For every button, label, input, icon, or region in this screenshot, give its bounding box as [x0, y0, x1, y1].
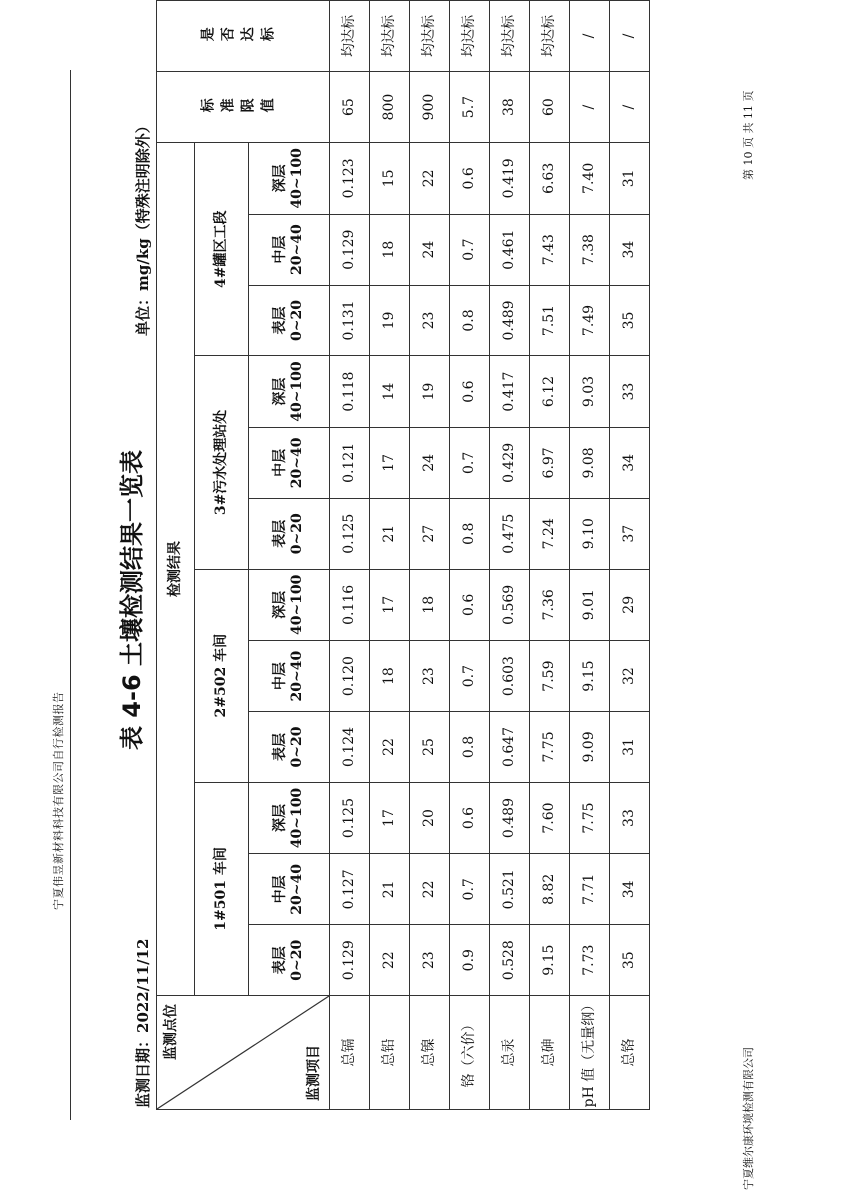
value-cell: 31 [610, 143, 650, 215]
layer-header [249, 854, 330, 925]
layer-name: 表层 [271, 519, 288, 548]
layer-header [249, 214, 330, 285]
item-name: 总镍 [410, 996, 450, 1110]
table-row [570, 1, 610, 1110]
results-header: 检测结果 [157, 143, 195, 996]
value-cell: 17 [370, 427, 410, 498]
standard-limit: 60 [530, 72, 570, 143]
value-cell: 0.8 [450, 285, 490, 356]
item-name: 总汞 [490, 996, 530, 1110]
value-cell: 0.129 [330, 925, 370, 996]
value-cell: 0.7 [450, 214, 490, 285]
layer-depth: 40~100 [289, 574, 305, 636]
layer-header [249, 641, 330, 712]
value-cell: 0.124 [330, 712, 370, 783]
table-row [450, 1, 490, 1110]
value-cell: 22 [410, 143, 450, 215]
layer-depth: 0~20 [289, 726, 305, 768]
layer-name: 深层 [271, 804, 288, 833]
value-cell: 9.01 [570, 569, 610, 641]
value-cell: 0.8 [450, 498, 490, 569]
layer-depth: 40~100 [289, 148, 305, 209]
layer-header [249, 285, 330, 356]
value-cell: 21 [370, 498, 410, 569]
value-cell: 7.40 [570, 143, 610, 215]
value-cell: 9.15 [570, 641, 610, 712]
value-cell: 0.417 [490, 356, 530, 428]
value-cell: 7.75 [570, 782, 610, 854]
value-cell: 7.71 [570, 854, 610, 925]
value-cell: 7.38 [570, 214, 610, 285]
layer-name: 深层 [271, 590, 288, 619]
value-cell: 0.118 [330, 356, 370, 428]
standard-limit: 65 [330, 72, 370, 143]
value-cell: 15 [370, 143, 410, 215]
value-cell: 0.569 [490, 569, 530, 641]
layer-depth: 20~40 [289, 863, 305, 915]
value-cell: 7.60 [530, 782, 570, 854]
value-cell: 34 [610, 214, 650, 285]
value-cell: 0.129 [330, 214, 370, 285]
value-cell: 0.9 [450, 925, 490, 996]
value-cell: 22 [410, 854, 450, 925]
layer-header [249, 427, 330, 498]
layer-name: 中层 [271, 235, 288, 264]
value-cell: 0.131 [330, 285, 370, 356]
compliance-status: 均达标 [330, 1, 370, 72]
value-cell: 0.419 [490, 143, 530, 215]
item-name: 总铅 [370, 996, 410, 1110]
layer-depth: 20~40 [289, 650, 305, 702]
layer-name: 表层 [271, 946, 288, 975]
value-cell: 31 [610, 712, 650, 783]
layer-header [249, 498, 330, 569]
compliance-status: / [610, 1, 650, 72]
value-cell: 6.63 [530, 143, 570, 215]
value-cell: 9.10 [570, 498, 610, 569]
value-cell: 0.120 [330, 641, 370, 712]
value-cell: 35 [610, 925, 650, 996]
value-cell: 7.43 [530, 214, 570, 285]
standard-limit: 5.7 [450, 72, 490, 143]
layer-name: 中层 [271, 448, 288, 477]
value-cell: 0.7 [450, 641, 490, 712]
value-cell: 0.6 [450, 143, 490, 215]
standard-limit: / [610, 72, 650, 143]
compliance-status: 均达标 [450, 1, 490, 72]
value-cell: 24 [410, 214, 450, 285]
value-cell: 7.73 [570, 925, 610, 996]
value-cell: 0.123 [330, 143, 370, 215]
value-cell: 33 [610, 356, 650, 428]
value-cell: 14 [370, 356, 410, 428]
value-cell: 7.59 [530, 641, 570, 712]
value-cell: 34 [610, 854, 650, 925]
table-title: 表 4-6 土壤检测结果一览表 [118, 449, 146, 751]
value-cell: 32 [610, 641, 650, 712]
value-cell: 27 [410, 498, 450, 569]
value-cell: 0.489 [490, 782, 530, 854]
table-row [610, 1, 650, 1110]
standard-limit: 38 [490, 72, 530, 143]
value-cell: 6.12 [530, 356, 570, 428]
layer-header [249, 925, 330, 996]
corner-top-label: 监测点位 [163, 1004, 179, 1061]
value-cell: 9.03 [570, 356, 610, 428]
layer-depth: 40~100 [289, 361, 305, 422]
layer-depth: 20~40 [289, 224, 305, 275]
site-header: 2#502 车间 [195, 569, 249, 782]
item-name: 铬（六价） [450, 996, 490, 1110]
value-cell: 0.6 [450, 356, 490, 428]
layer-name: 中层 [271, 875, 288, 904]
value-cell: 21 [370, 854, 410, 925]
standard-header: 标准限值 [200, 98, 281, 115]
layer-depth: 0~20 [289, 939, 305, 981]
site-header: 1#501 车间 [195, 782, 249, 995]
value-cell: 20 [410, 782, 450, 854]
monitoring-date: 监测日期：2022/11/12 [134, 938, 152, 1108]
value-cell: 0.521 [490, 854, 530, 925]
value-cell: 18 [370, 641, 410, 712]
value-cell: 18 [370, 214, 410, 285]
layer-depth: 20~40 [289, 437, 305, 489]
header-rule [70, 70, 71, 1120]
table-row [370, 1, 410, 1110]
layer-name: 中层 [271, 662, 288, 691]
compliance-header-cell [157, 1, 330, 72]
value-cell: 23 [410, 925, 450, 996]
value-cell: 22 [370, 925, 410, 996]
value-cell: 34 [610, 427, 650, 498]
value-cell: 0.7 [450, 427, 490, 498]
value-cell: 18 [410, 569, 450, 641]
layer-name: 表层 [271, 306, 288, 335]
layer-header [249, 356, 330, 428]
value-cell: 35 [610, 285, 650, 356]
item-name: pH 值（无量纲） [570, 996, 610, 1110]
diagonal-line [157, 996, 329, 1109]
table-row [330, 1, 370, 1110]
value-cell: 23 [410, 285, 450, 356]
value-cell: 9.09 [570, 712, 610, 783]
standard-header-cell [157, 72, 330, 143]
value-cell: 0.6 [450, 569, 490, 641]
compliance-status: 均达标 [410, 1, 450, 72]
layer-depth: 40~100 [289, 787, 305, 849]
value-cell: 0.116 [330, 569, 370, 641]
standard-limit: / [570, 72, 610, 143]
standard-limit: 900 [410, 72, 450, 143]
layer-depth: 0~20 [289, 513, 305, 555]
value-cell: 0.8 [450, 712, 490, 783]
value-cell: 0.125 [330, 498, 370, 569]
value-cell: 0.121 [330, 427, 370, 498]
value-cell: 7.75 [530, 712, 570, 783]
layer-header [249, 782, 330, 854]
value-cell: 0.127 [330, 854, 370, 925]
value-cell: 0.7 [450, 854, 490, 925]
table-row [410, 1, 450, 1110]
compliance-status: 均达标 [530, 1, 570, 72]
value-cell: 33 [610, 782, 650, 854]
value-cell: 9.08 [570, 427, 610, 498]
compliance-header: 是否达标 [200, 27, 281, 44]
value-cell: 9.15 [530, 925, 570, 996]
value-cell: 0.647 [490, 712, 530, 783]
value-cell: 7.24 [530, 498, 570, 569]
value-cell: 29 [610, 569, 650, 641]
layer-header [249, 569, 330, 641]
value-cell: 0.461 [490, 214, 530, 285]
report-org-header: 宁夏伟昱新材料科技有限公司自行检测报告 [52, 691, 65, 910]
unit-label: 单位：mg/kg（特殊注明除外） [134, 118, 152, 336]
value-cell: 17 [370, 569, 410, 641]
table-row [490, 1, 530, 1110]
corner-header-cell [157, 996, 330, 1110]
value-cell: 22 [370, 712, 410, 783]
site-header: 3#污水处理站处 [195, 356, 249, 569]
layer-depth: 0~20 [289, 300, 305, 341]
value-cell: 6.97 [530, 427, 570, 498]
layer-name: 表层 [271, 732, 288, 761]
footer-org: 宁夏维尔康环境检测有限公司 [742, 1047, 755, 1190]
item-name: 总砷 [530, 996, 570, 1110]
value-cell: 8.82 [530, 854, 570, 925]
value-cell: 0.125 [330, 782, 370, 854]
standard-limit: 800 [370, 72, 410, 143]
value-cell: 7.51 [530, 285, 570, 356]
layer-name: 深层 [271, 164, 288, 193]
value-cell: 37 [610, 498, 650, 569]
site-header: 4#罐区工段 [195, 143, 249, 356]
layer-header [249, 712, 330, 783]
table-row [530, 1, 570, 1110]
value-cell: 25 [410, 712, 450, 783]
value-cell: 0.528 [490, 925, 530, 996]
value-cell: 24 [410, 427, 450, 498]
compliance-status: 均达标 [370, 1, 410, 72]
value-cell: 0.429 [490, 427, 530, 498]
layer-header [249, 143, 330, 215]
compliance-status: 均达标 [490, 1, 530, 72]
value-cell: 7.49 [570, 285, 610, 356]
value-cell: 0.475 [490, 498, 530, 569]
item-name: 总铬 [610, 996, 650, 1110]
soil-results-table [156, 0, 650, 1110]
value-cell: 19 [410, 356, 450, 428]
value-cell: 7.36 [530, 569, 570, 641]
value-cell: 23 [410, 641, 450, 712]
value-cell: 0.603 [490, 641, 530, 712]
item-name: 总镉 [330, 996, 370, 1110]
value-cell: 19 [370, 285, 410, 356]
corner-bottom-label: 监测项目 [305, 1045, 322, 1101]
page-number: 第 10 页 共 11 页 [742, 90, 755, 180]
value-cell: 0.6 [450, 782, 490, 854]
value-cell: 17 [370, 782, 410, 854]
compliance-status: / [570, 1, 610, 72]
value-cell: 0.489 [490, 285, 530, 356]
layer-name: 深层 [271, 377, 288, 406]
